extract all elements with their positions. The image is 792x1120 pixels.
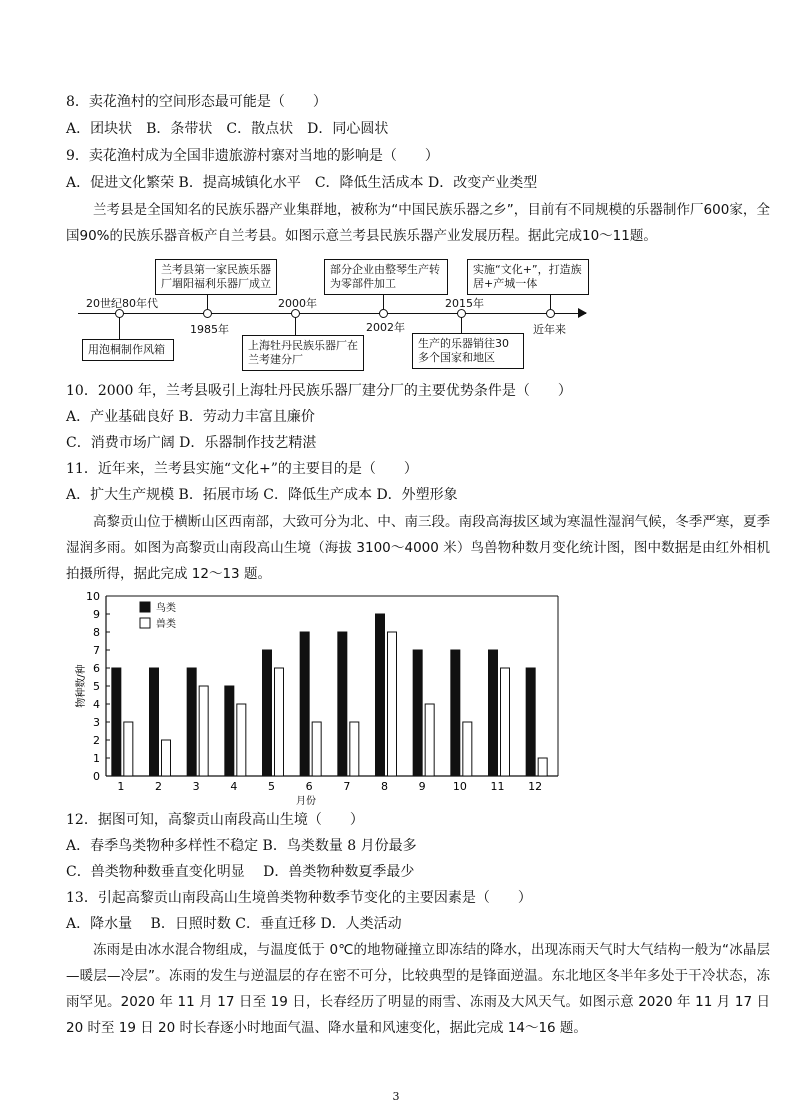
- timeline-node: [203, 309, 212, 318]
- q9-question: 9．卖花渔村成为全国非遗旅游村寨对当地的影响是（ ）: [66, 148, 439, 164]
- y-tick-label: 10: [86, 590, 100, 603]
- q11-options: A．扩大生产规模 B．拓展市场 C．降低生产成本 D．外塑形象: [66, 487, 458, 503]
- q12-options-cd: C．兽类物种数垂直变化明显 D．兽类物种数夏季最少: [66, 864, 415, 880]
- q10-question: 10．2000 年，兰考县吸引上海牡丹民族乐器厂建分厂的主要优势条件是（ ）: [66, 383, 572, 399]
- y-axis-label: 物种数/种: [76, 664, 87, 708]
- bird-beast-bar-chart: [70, 588, 570, 810]
- q12-options-ab: A．春季鸟类物种多样性不稳定 B．鸟类数量 8 月份最多: [66, 838, 417, 854]
- bar-beast: [463, 722, 472, 776]
- bar-beast: [350, 722, 359, 776]
- bar-beast: [162, 740, 171, 776]
- bar-bird: [376, 614, 385, 776]
- connector: [119, 317, 120, 339]
- q9-options: A．促进文化繁荣 B．提高城镇化水平 C．降低生活成本 D．改变产业类型: [66, 175, 538, 191]
- event-box-1985: 兰考县第一家民族乐器厂堌阳福利乐器厂成立: [155, 259, 277, 295]
- x-tick-label: 12: [528, 780, 543, 793]
- bar-beast: [237, 704, 246, 776]
- legend-label-beast: 兽类: [156, 619, 176, 630]
- x-tick-label: 7: [343, 780, 351, 793]
- bar-bird: [413, 650, 422, 776]
- bar-bird: [225, 686, 234, 776]
- timeline-node: [546, 309, 555, 318]
- bar-bird: [187, 668, 196, 776]
- x-tick-label: 4: [230, 780, 238, 793]
- y-tick-label: 5: [93, 680, 100, 693]
- passage-freezing-rain: 冻雨是由冰水混合物组成，与温度低于 0℃的地物碰撞立即冻结的降水，出现冻雨天气时大气结构一般为“冰晶层—暖层—冷层”。冻雨的发生与逆温层的存在密不可分，比较典型的是锋面逆温。东北地区冬半年多处于干冷状态，冻雨罕见。2020 年 11 月 17 日至 19 日，长春经历了明显的雨雪、冻雨及大风天气。如图示意 2020 年 11 月 17 日 20 时至 19 日 20 时长春逐小时地面气温、降水量和风速变化，据此完成 14～16 题。: [66, 942, 770, 1036]
- event-box-2015: 生产的乐器销往30多个国家和地区: [412, 333, 524, 369]
- q13-question: 13．引起高黎贡山南段高山生境兽类物种数季节变化的主要因素是（ ）: [66, 890, 532, 906]
- x-tick-label: 3: [192, 780, 200, 793]
- x-tick-label: 8: [381, 780, 388, 793]
- x-tick-label: 9: [418, 780, 426, 793]
- bar-bird: [150, 668, 159, 776]
- timeline-figure: [78, 255, 588, 377]
- bar-bird: [526, 668, 535, 776]
- legend-swatch-beast: [140, 618, 150, 628]
- x-tick-label: 5: [268, 780, 275, 793]
- timeline-axis: [78, 313, 586, 314]
- bar-bird: [489, 650, 498, 776]
- x-axis-label: 月份: [296, 796, 316, 807]
- y-tick-label: 2: [93, 734, 100, 747]
- bar-bird: [263, 650, 272, 776]
- bar-beast: [124, 722, 133, 776]
- y-tick-label: 0: [93, 770, 100, 783]
- bar-bird: [338, 632, 347, 776]
- bar-bird: [112, 668, 121, 776]
- event-box-2000: 上海牡丹民族乐器厂在兰考建分厂: [242, 335, 364, 371]
- timeline-node: [379, 309, 388, 318]
- event-box-1980s: 用泡桐制作风箱: [82, 339, 174, 361]
- year-2015: 2015年: [445, 297, 484, 310]
- y-tick-label: 6: [93, 662, 100, 675]
- year-1980s: 20世纪80年代: [86, 297, 158, 310]
- bar-beast: [538, 758, 547, 776]
- bar-beast: [312, 722, 321, 776]
- bar-bird: [300, 632, 309, 776]
- bar-beast: [199, 686, 208, 776]
- year-2002: 2002年: [366, 321, 405, 334]
- y-tick-label: 9: [93, 608, 100, 621]
- y-tick-label: 7: [93, 644, 100, 657]
- bar-beast: [501, 668, 510, 776]
- year-1985: 1985年: [190, 323, 229, 336]
- year-2000: 2000年: [278, 297, 317, 310]
- y-tick-label: 4: [93, 698, 100, 711]
- x-tick-label: 2: [155, 780, 162, 793]
- bar-beast: [425, 704, 434, 776]
- q13-options: A．降水量 B．日照时数 C．垂直迁移 D．人类活动: [66, 916, 402, 932]
- connector: [461, 317, 462, 333]
- q11-question: 11．近年来，兰考县实施“文化+”的主要目的是（ ）: [66, 461, 418, 477]
- event-box-2002: 部分企业由整琴生产转为零部件加工: [324, 259, 448, 295]
- x-tick-label: 6: [305, 780, 313, 793]
- passage-gaoligong: 高黎贡山位于横断山区西南部，大致可分为北、中、南三段。南段高海拔区域为寒温性湿润气候，冬季严寒，夏季湿润多雨。如图为高黎贡山南段高山生境（海拔 3100～4000 米）鸟兽物种数月变化统计图，图中数据是由红外相机拍摄所得，据此完成 12～13 题。: [66, 514, 770, 582]
- q10-options-ab: A．产业基础良好 B．劳动力丰富且廉价: [66, 409, 315, 425]
- y-tick-label: 8: [93, 626, 100, 639]
- bar-beast: [275, 668, 284, 776]
- x-tick-label: 11: [490, 780, 505, 793]
- page-number: 3: [392, 1090, 400, 1103]
- passage-lankao: 兰考县是全国知名的民族乐器产业集群地，被称为“中国民族乐器之乡”，目前有不同规模的乐器制作厂600家，全国90%的民族乐器音板产自兰考县。如图示意兰考县民族乐器产业发展历程。据此完成10～11题。: [66, 202, 770, 244]
- y-tick-label: 3: [93, 716, 100, 729]
- x-tick-label: 1: [117, 780, 125, 793]
- q10-options-cd: C．消费市场广阔 D．乐器制作技艺精湛: [66, 435, 317, 451]
- legend-label-bird: 鸟类: [156, 603, 176, 614]
- year-recent: 近年来: [533, 323, 566, 336]
- connector: [295, 317, 296, 335]
- bar-beast: [388, 632, 397, 776]
- q12-question: 12．据图可知，高黎贡山南段高山生境（ ）: [66, 812, 364, 828]
- q8-question: 8．卖花渔村的空间形态最可能是（ ）: [66, 94, 327, 110]
- timeline-arrow: [578, 308, 587, 318]
- q8-options: A．团块状 B．条带状 C．散点状 D．同心圆状: [66, 121, 389, 137]
- x-tick-label: 10: [452, 780, 467, 793]
- y-tick-label: 1: [93, 752, 100, 765]
- legend-swatch-bird: [140, 602, 150, 612]
- bar-bird: [451, 650, 460, 776]
- event-box-recent: 实施“文化+”，打造族居+产城一体: [467, 259, 589, 295]
